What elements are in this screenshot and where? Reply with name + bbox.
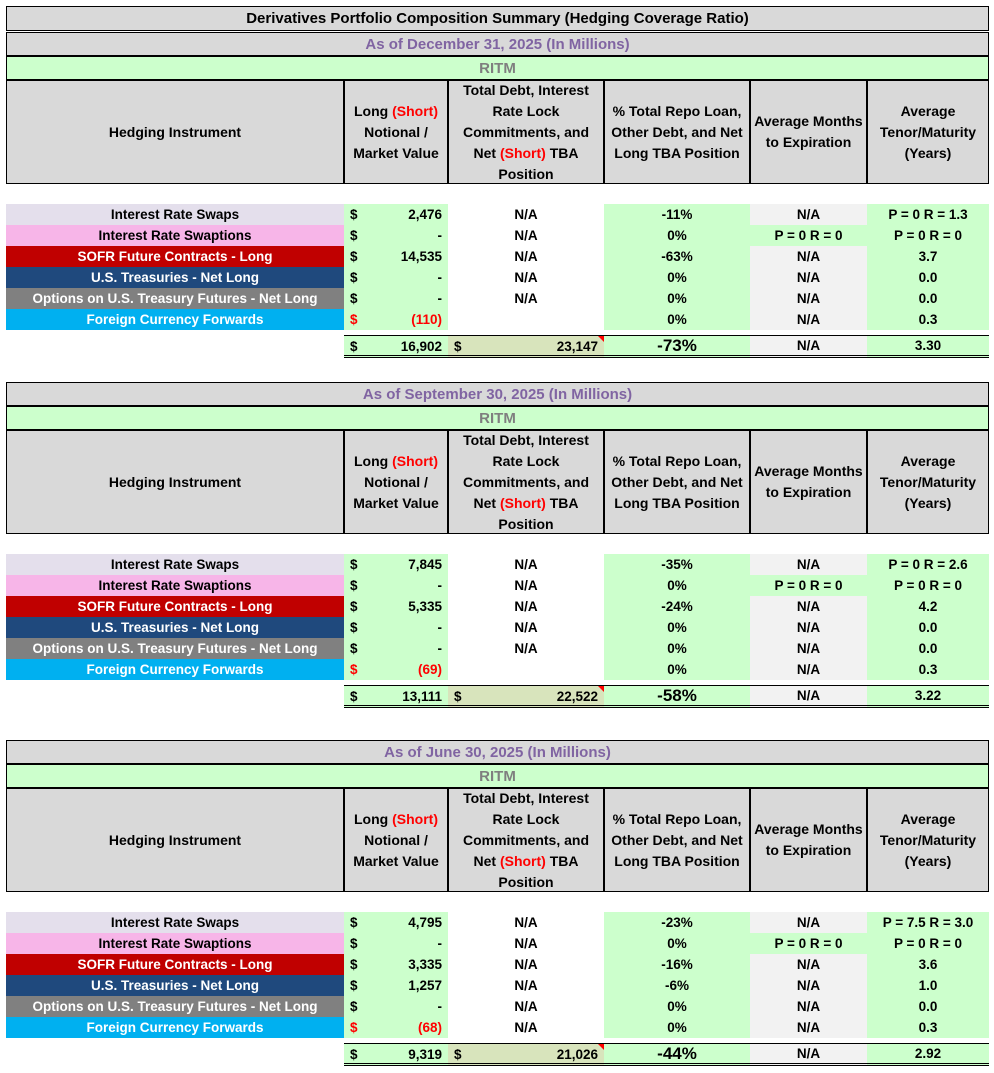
row-label: Foreign Currency Forwards <box>6 309 344 330</box>
notional-value: 3,335 <box>408 957 442 972</box>
row-label: SOFR Future Contracts - Long <box>6 954 344 975</box>
pct-cell: -63% <box>604 246 750 267</box>
total-debt-cell: N/A <box>448 617 604 638</box>
total-debt-cell: N/A <box>448 638 604 659</box>
total-debt-cell <box>448 1043 604 1066</box>
months-cell: N/A <box>750 267 867 288</box>
pct-cell: -35% <box>604 554 750 575</box>
header-total-debt <box>448 430 604 534</box>
tenor-cell: 1.0 <box>867 975 989 996</box>
currency-symbol: $ <box>350 270 358 285</box>
notional-cell <box>344 912 448 933</box>
total-debt-cell: N/A <box>448 288 604 309</box>
notional-value: (68) <box>417 1020 442 1035</box>
currency-symbol: $ <box>350 599 358 614</box>
months-cell: P = 0 R = 0 <box>750 225 867 246</box>
row-label: U.S. Treasuries - Net Long <box>6 617 344 638</box>
notional-cell <box>344 596 448 617</box>
notional-suffix: Notional / Market Value <box>353 831 439 869</box>
notional-cell <box>344 204 448 225</box>
currency-symbol: $ <box>350 662 358 677</box>
total-months-cell: N/A <box>750 335 867 358</box>
notional-cell <box>344 638 448 659</box>
months-cell: N/A <box>750 659 867 680</box>
header-avg-months: Average Months to Expiration <box>750 788 867 892</box>
total-debt-cell: N/A <box>448 267 604 288</box>
total-tenor-cell: 3.30 <box>867 335 989 358</box>
months-cell: N/A <box>750 638 867 659</box>
pct-cell: 0% <box>604 1017 750 1038</box>
company-ticker: RITM <box>6 406 989 430</box>
pct-cell: 0% <box>604 638 750 659</box>
total-months-cell: N/A <box>750 1043 867 1066</box>
short-label: (Short) <box>499 852 546 869</box>
total-debt-cell: N/A <box>448 954 604 975</box>
total-notional-value: 16,902 <box>400 338 442 354</box>
months-cell: N/A <box>750 1017 867 1038</box>
notional-cell <box>344 659 448 680</box>
header-avg-tenor: Average Tenor/Maturity (Years) <box>867 788 989 892</box>
notional-value: 14,535 <box>400 249 442 264</box>
pct-cell: 0% <box>604 309 750 330</box>
total-debt-cell: N/A <box>448 554 604 575</box>
total-debt-cell <box>448 335 604 358</box>
header-notional-text <box>347 101 445 164</box>
notional-value: - <box>437 641 442 656</box>
company-ticker: RITM <box>6 56 989 80</box>
currency-symbol: $ <box>350 207 358 222</box>
notional-cell <box>344 1017 448 1038</box>
notional-value: (69) <box>417 662 442 677</box>
tenor-cell: 3.6 <box>867 954 989 975</box>
tenor-cell: P = 0 R = 0 <box>867 575 989 596</box>
pct-cell: 0% <box>604 575 750 596</box>
notional-value: - <box>437 999 442 1014</box>
currency-symbol: $ <box>350 228 358 243</box>
notional-suffix: Notional / Market Value <box>353 123 439 161</box>
months-cell: N/A <box>750 288 867 309</box>
total-debt-cell <box>448 659 604 680</box>
tenor-cell: 0.0 <box>867 996 989 1017</box>
row-label: Options on U.S. Treasury Futures - Net Long <box>6 638 344 659</box>
months-cell: N/A <box>750 954 867 975</box>
row-label: Interest Rate Swaps <box>6 204 344 225</box>
tenor-cell: P = 0 R = 0 <box>867 225 989 246</box>
notional-value: - <box>437 228 442 243</box>
section-date: As of June 30, 2025 (In Millions) <box>6 740 989 764</box>
header-pct-repo: % Total Repo Loan, Other Debt, and Net Long TBA Position <box>604 80 750 184</box>
currency-symbol: $ <box>454 1046 462 1062</box>
pct-cell: 0% <box>604 933 750 954</box>
notional-value: (110) <box>411 312 442 327</box>
months-cell: P = 0 R = 0 <box>750 575 867 596</box>
header-hedging-instrument: Hedging Instrument <box>6 788 344 892</box>
pct-cell: 0% <box>604 659 750 680</box>
notional-cell <box>344 225 448 246</box>
header-notional-text <box>347 451 445 514</box>
total-tenor-cell: 3.22 <box>867 685 989 708</box>
total-pct-cell: -73% <box>604 335 750 358</box>
total-pct-cell: -44% <box>604 1043 750 1066</box>
section-date: As of September 30, 2025 (In Millions) <box>6 382 989 406</box>
short-label: (Short) <box>499 144 546 161</box>
notional-value: 5,335 <box>408 599 442 614</box>
debt-suffix: TBA Position <box>498 852 579 890</box>
tenor-cell: 0.3 <box>867 659 989 680</box>
notional-cell <box>344 309 448 330</box>
currency-symbol: $ <box>350 578 358 593</box>
header-notional <box>344 80 448 184</box>
total-debt-cell: N/A <box>448 975 604 996</box>
currency-symbol: $ <box>350 641 358 656</box>
notional-value: - <box>437 936 442 951</box>
total-notional-value: 13,111 <box>402 688 442 704</box>
notional-cell <box>344 288 448 309</box>
currency-symbol: $ <box>350 688 358 704</box>
notional-prefix: Long <box>354 452 393 469</box>
row-label: Foreign Currency Forwards <box>6 1017 344 1038</box>
total-debt-value: 23,147 <box>556 338 598 354</box>
notional-cell <box>344 617 448 638</box>
notional-cell <box>344 267 448 288</box>
total-debt-cell: N/A <box>448 575 604 596</box>
total-debt-cell: N/A <box>448 996 604 1017</box>
notional-value: - <box>437 578 442 593</box>
months-cell: N/A <box>750 554 867 575</box>
pct-cell: 0% <box>604 996 750 1017</box>
notional-cell <box>344 954 448 975</box>
total-notional-cell <box>344 1043 448 1066</box>
notional-prefix: Long <box>354 102 393 119</box>
notional-cell <box>344 933 448 954</box>
notional-prefix: Long <box>354 810 393 827</box>
currency-symbol: $ <box>350 312 358 327</box>
header-notional-text <box>347 809 445 872</box>
currency-symbol: $ <box>350 999 358 1014</box>
row-label: Interest Rate Swaps <box>6 912 344 933</box>
pct-cell: -24% <box>604 596 750 617</box>
currency-symbol: $ <box>350 557 358 572</box>
row-label: SOFR Future Contracts - Long <box>6 246 344 267</box>
short-label: (Short) <box>392 452 438 469</box>
pct-cell: 0% <box>604 617 750 638</box>
currency-symbol: $ <box>350 338 358 354</box>
row-label: Interest Rate Swaptions <box>6 575 344 596</box>
header-hedging-instrument: Hedging Instrument <box>6 430 344 534</box>
currency-symbol: $ <box>350 620 358 635</box>
tenor-cell: P = 0 R = 0 <box>867 933 989 954</box>
notional-value: - <box>437 270 442 285</box>
total-debt-cell: N/A <box>448 225 604 246</box>
header-notional <box>344 430 448 534</box>
tenor-cell: 0.3 <box>867 1017 989 1038</box>
tenor-cell: 4.2 <box>867 596 989 617</box>
tenor-cell: 0.3 <box>867 309 989 330</box>
short-label: (Short) <box>392 102 438 119</box>
total-notional-value: 9,319 <box>408 1046 442 1062</box>
section-date: As of December 31, 2025 (In Millions) <box>6 32 989 56</box>
row-label: U.S. Treasuries - Net Long <box>6 267 344 288</box>
tenor-cell: 3.7 <box>867 246 989 267</box>
header-total-debt <box>448 80 604 184</box>
notional-value: 1,257 <box>408 978 442 993</box>
total-debt-cell: N/A <box>448 1017 604 1038</box>
row-label: U.S. Treasuries - Net Long <box>6 975 344 996</box>
currency-symbol: $ <box>454 338 462 354</box>
total-debt-cell: N/A <box>448 912 604 933</box>
notional-cell <box>344 554 448 575</box>
tenor-cell: 0.0 <box>867 288 989 309</box>
notional-value: 7,845 <box>408 557 442 572</box>
header-notional <box>344 788 448 892</box>
total-notional-cell <box>344 685 448 708</box>
months-cell: N/A <box>750 975 867 996</box>
notional-cell <box>344 246 448 267</box>
months-cell: N/A <box>750 596 867 617</box>
header-total-debt <box>448 788 604 892</box>
total-debt-cell: N/A <box>448 933 604 954</box>
row-label: Foreign Currency Forwards <box>6 659 344 680</box>
company-ticker: RITM <box>6 764 989 788</box>
currency-symbol: $ <box>350 936 358 951</box>
total-pct-cell: -58% <box>604 685 750 708</box>
months-cell: N/A <box>750 617 867 638</box>
row-label: SOFR Future Contracts - Long <box>6 596 344 617</box>
tenor-cell: P = 0 R = 1.3 <box>867 204 989 225</box>
currency-symbol: $ <box>350 978 358 993</box>
short-label: (Short) <box>499 494 546 511</box>
header-avg-tenor: Average Tenor/Maturity (Years) <box>867 80 989 184</box>
months-cell: P = 0 R = 0 <box>750 933 867 954</box>
row-label: Interest Rate Swaps <box>6 554 344 575</box>
header-avg-tenor: Average Tenor/Maturity (Years) <box>867 430 989 534</box>
report-title: Derivatives Portfolio Composition Summary (Hedging Coverage Ratio) <box>6 6 989 31</box>
tenor-cell: P = 7.5 R = 3.0 <box>867 912 989 933</box>
tenor-cell: 0.0 <box>867 267 989 288</box>
debt-prefix: Total Debt, Interest Rate Lock Commitments, and Net <box>462 789 589 869</box>
notional-value: - <box>437 620 442 635</box>
row-label: Interest Rate Swaptions <box>6 933 344 954</box>
row-label: Interest Rate Swaptions <box>6 225 344 246</box>
debt-prefix: Total Debt, Interest Rate Lock Commitments, and Net <box>462 431 589 511</box>
total-notional-cell <box>344 335 448 358</box>
debt-prefix: Total Debt, Interest Rate Lock Commitments, and Net <box>462 81 589 161</box>
row-label: Options on U.S. Treasury Futures - Net Long <box>6 288 344 309</box>
pct-cell: 0% <box>604 225 750 246</box>
notional-value: - <box>437 291 442 306</box>
tenor-cell: P = 0 R = 2.6 <box>867 554 989 575</box>
tenor-cell: 0.0 <box>867 638 989 659</box>
pct-cell: 0% <box>604 288 750 309</box>
row-label: Options on U.S. Treasury Futures - Net Long <box>6 996 344 1017</box>
header-debt-text <box>451 80 601 185</box>
currency-symbol: $ <box>350 291 358 306</box>
notional-cell <box>344 975 448 996</box>
notional-value: 4,795 <box>408 915 442 930</box>
total-debt-cell: N/A <box>448 596 604 617</box>
tenor-cell: 0.0 <box>867 617 989 638</box>
months-cell: N/A <box>750 912 867 933</box>
total-debt-cell: N/A <box>448 246 604 267</box>
debt-suffix: TBA Position <box>498 494 579 532</box>
header-pct-repo: % Total Repo Loan, Other Debt, and Net Long TBA Position <box>604 430 750 534</box>
currency-symbol: $ <box>350 1046 358 1062</box>
total-debt-value: 21,026 <box>556 1046 598 1062</box>
months-cell: N/A <box>750 204 867 225</box>
header-pct-repo: % Total Repo Loan, Other Debt, and Net Long TBA Position <box>604 788 750 892</box>
months-cell: N/A <box>750 996 867 1017</box>
currency-symbol: $ <box>350 915 358 930</box>
header-avg-months: Average Months to Expiration <box>750 80 867 184</box>
months-cell: N/A <box>750 246 867 267</box>
header-avg-months: Average Months to Expiration <box>750 430 867 534</box>
pct-cell: -23% <box>604 912 750 933</box>
pct-cell: -6% <box>604 975 750 996</box>
notional-cell <box>344 575 448 596</box>
total-debt-cell <box>448 309 604 330</box>
total-debt-cell <box>448 685 604 708</box>
currency-symbol: $ <box>454 688 462 704</box>
header-hedging-instrument: Hedging Instrument <box>6 80 344 184</box>
notional-cell <box>344 996 448 1017</box>
total-debt-cell: N/A <box>448 204 604 225</box>
notional-suffix: Notional / Market Value <box>353 473 439 511</box>
pct-cell: -16% <box>604 954 750 975</box>
total-months-cell: N/A <box>750 685 867 708</box>
currency-symbol: $ <box>350 1020 358 1035</box>
header-debt-text <box>451 430 601 535</box>
pct-cell: -11% <box>604 204 750 225</box>
pct-cell: 0% <box>604 267 750 288</box>
currency-symbol: $ <box>350 249 358 264</box>
currency-symbol: $ <box>350 957 358 972</box>
notional-value: 2,476 <box>408 207 442 222</box>
header-debt-text <box>451 788 601 893</box>
short-label: (Short) <box>392 810 438 827</box>
total-debt-value: 22,522 <box>556 688 598 704</box>
months-cell: N/A <box>750 309 867 330</box>
debt-suffix: TBA Position <box>498 144 579 182</box>
total-tenor-cell: 2.92 <box>867 1043 989 1066</box>
